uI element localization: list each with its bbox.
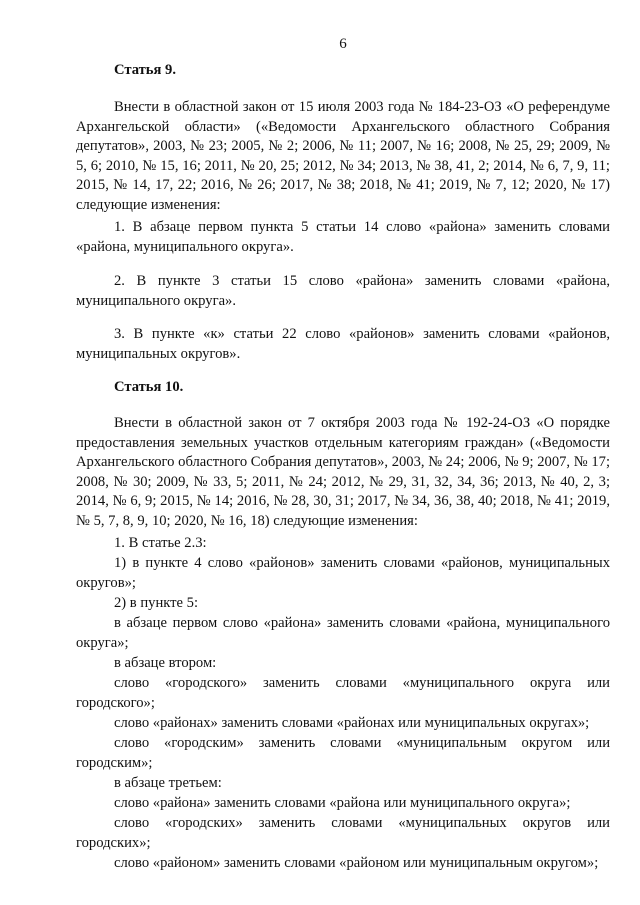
article-9-item-2: 2. В пункте 3 статьи 15 слово «района» заменить словами «района, муниципального округа». bbox=[76, 273, 610, 309]
article-10-heading: Статья 10. bbox=[114, 379, 184, 395]
list-item: 1. В статье 2.3: bbox=[114, 535, 207, 551]
list-item: 1) в пункте 4 слово «районов» заменить словами «районов, муниципальных округов»; bbox=[76, 555, 610, 591]
list-item: слово «районах» заменить словами «районах или муниципальных округах»; bbox=[114, 715, 590, 731]
article-9-item-1: 1. В абзаце первом пункта 5 статьи 14 слово «района» заменить словами «района, муниципального округа». bbox=[76, 219, 610, 255]
article-10-amendments-list bbox=[76, 533, 610, 873]
list-item: слово «городским» заменить словами «муниципальным округом или городским»; bbox=[76, 735, 610, 771]
page-number: 6 bbox=[339, 36, 347, 52]
article-10-intro: Внести в областной закон от 7 октября 2003 года № 192-24-ОЗ «О порядке предоставления земельных участков отдельным категориям граждан» («Ведомости Архангельского областного Собрания депутатов», 2003, № 24; 2006, № 9; 2007, № 17; 2008, № 30; 2009, № 33, 5; 2011, № 24; 2012, № 29, 31, 32, 34, 36; 2013, № 40, 2, 3; 2014, № 6, 9; 2015, № 14; 2016, № 28, 30, 31; 2017, № 34, 36, 38, 40; 2018, № 41; 2019, № 5, 7, 8, 9, 10; 2020, № 16, 18) следующие изменения: bbox=[76, 415, 610, 529]
list-item: слово «городского» заменить словами «муниципального округа или городского»; bbox=[76, 675, 610, 711]
list-item: слово «городских» заменить словами «муниципальных округов или городских»; bbox=[76, 815, 610, 851]
article-9-intro: Внести в областной закон от 15 июля 2003 года № 184-23-ОЗ «О референдуме Архангельской области» («Ведомости Архангельского областного Собрания депутатов», 2003, № 23; 2005, № 2; 2006, № 11; 2007, № 16; 2008, № 25, 29; 2009, № 5, 6; 2010, № 15, 16; 2011, № 20, 25; 2012, № 34; 2013, № 38, 41, 2; 2014, № 6, 7, 9, 11; 2015, № 14, 17, 22; 2016, № 26; 2017, № 38; 2018, № 41; 2019, № 7, 12; 2020, № 17) следующие изменения: bbox=[76, 99, 610, 213]
list-item: 2) в пункте 5: bbox=[114, 595, 199, 611]
list-item: в абзаце втором: bbox=[114, 655, 217, 671]
list-item: в абзаце третьем: bbox=[114, 775, 222, 791]
list-item: в абзаце первом слово «района» заменить словами «района, муниципального округа»; bbox=[76, 615, 610, 651]
article-9-heading: Статья 9. bbox=[114, 62, 176, 78]
article-9-item-3: 3. В пункте «к» статьи 22 слово «районов» заменить словами «районов, муниципальных округов». bbox=[76, 326, 610, 362]
list-item: слово «района» заменить словами «района или муниципального округа»; bbox=[114, 795, 571, 811]
list-item: слово «районом» заменить словами «районом или муниципальным округом»; bbox=[114, 855, 599, 871]
